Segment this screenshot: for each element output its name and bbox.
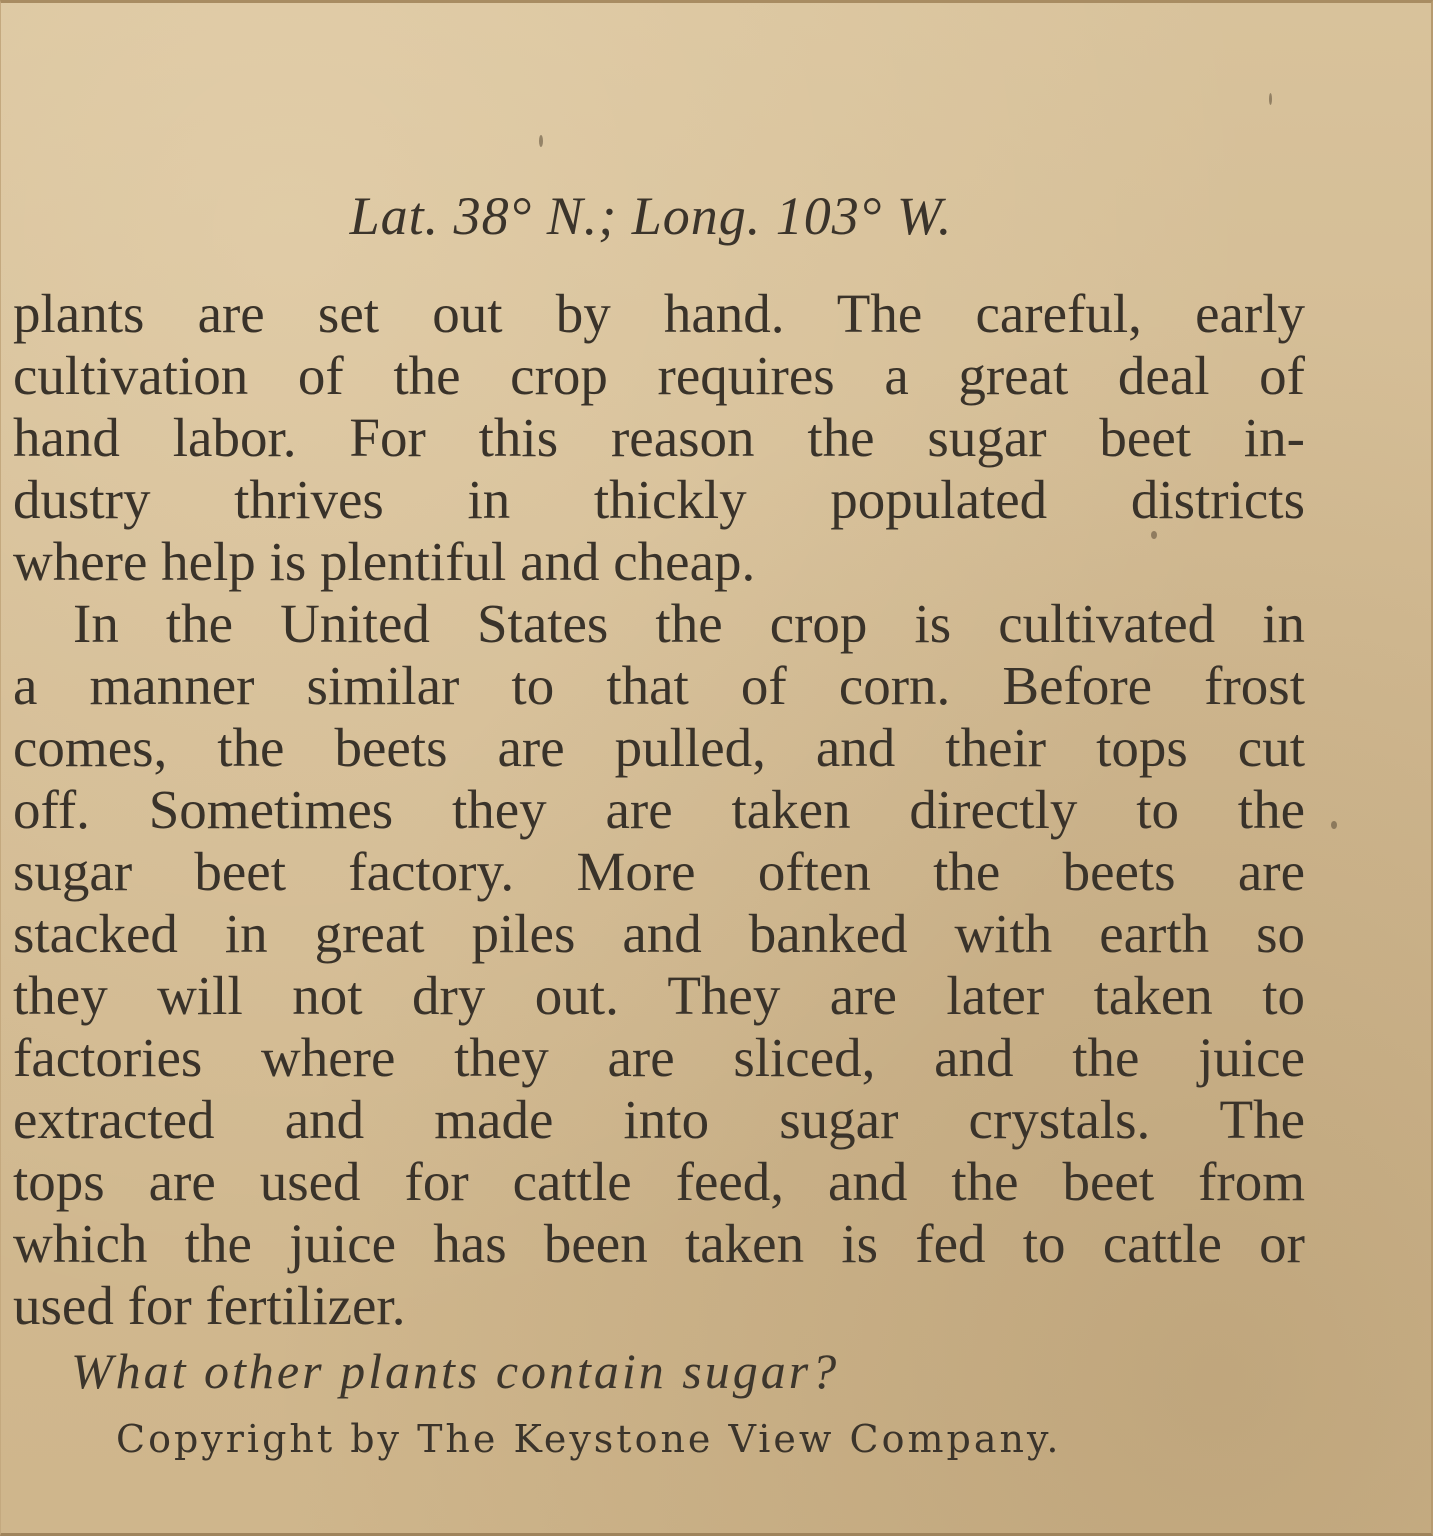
text-line: they will not dry out. They are later taken to	[13, 965, 1305, 1026]
text-line: sugar beet factory. More often the beets are	[13, 841, 1305, 902]
text-line: In the United States the crop is cultivated in	[73, 593, 1305, 654]
body-text	[13, 283, 1305, 1337]
text-line: hand labor. For this reason the sugar beet in-	[13, 407, 1305, 468]
text-line: cultivation of the crop requires a great deal of	[13, 345, 1305, 406]
paper-speck	[539, 135, 543, 147]
coordinates-heading: Lat. 38° N.; Long. 103° W.	[349, 186, 953, 246]
paper-speck	[1331, 821, 1337, 829]
text-line: where help is plentiful and cheap.	[13, 531, 756, 592]
paper-speck	[1269, 93, 1272, 105]
text-line: stacked in great piles and banked with earth so	[13, 903, 1305, 964]
text-line: plants are set out by hand. The careful, early	[13, 283, 1305, 344]
text-line: which the juice has been taken is fed to cattle or	[13, 1213, 1305, 1274]
study-question: What other plants contain sugar?	[71, 1343, 840, 1399]
text-line: factories where they are sliced, and the juice	[13, 1027, 1305, 1088]
text-line: comes, the beets are pulled, and their tops cut	[13, 717, 1305, 778]
text-line: dustry thrives in thickly populated districts	[13, 469, 1305, 530]
text-line: tops are used for cattle feed, and the beet from	[13, 1151, 1305, 1212]
text-line: off. Sometimes they are taken directly to the	[13, 779, 1305, 840]
paper-speck	[1151, 531, 1157, 539]
text-line: extracted and made into sugar crystals. The	[13, 1089, 1305, 1150]
copyright-notice: Copyright by The Keystone View Company.	[116, 1417, 1062, 1461]
text-line: a manner similar to that of corn. Before frost	[13, 655, 1305, 716]
text-line: used for fertilizer.	[13, 1275, 406, 1336]
